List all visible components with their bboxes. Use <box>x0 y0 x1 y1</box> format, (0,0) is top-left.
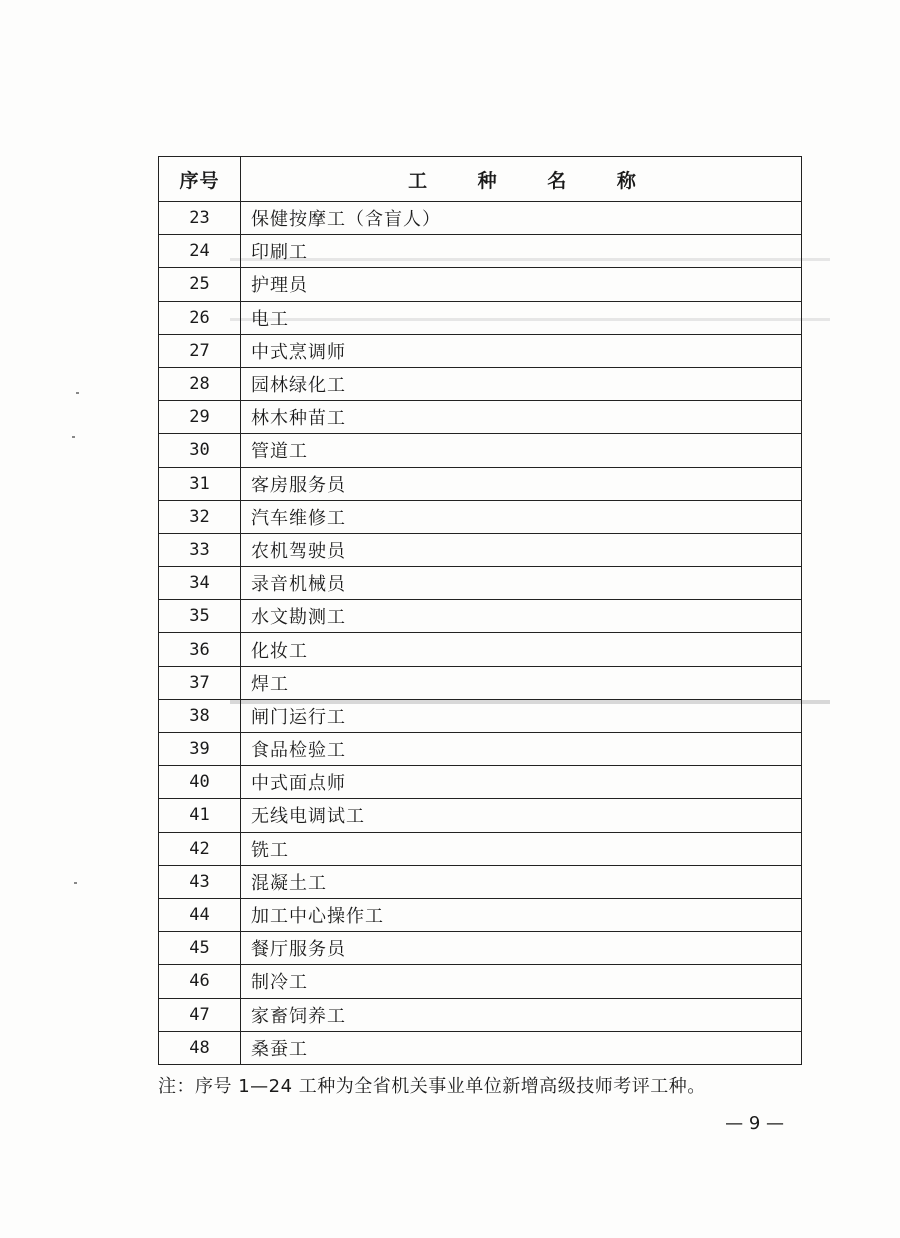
row-number: 32 <box>159 500 241 533</box>
table-header-row <box>159 157 802 202</box>
row-number: 40 <box>159 766 241 799</box>
job-name: 中式面点师 <box>241 766 802 799</box>
table-row <box>159 666 802 699</box>
table-row <box>159 467 802 500</box>
row-number: 35 <box>159 600 241 633</box>
table-row <box>159 633 802 666</box>
job-name: 中式烹调师 <box>241 334 802 367</box>
job-name: 录音机械员 <box>241 567 802 600</box>
job-name: 园林绿化工 <box>241 367 802 400</box>
table-row <box>159 367 802 400</box>
row-number: 30 <box>159 434 241 467</box>
job-name: 焊工 <box>241 666 802 699</box>
row-number: 44 <box>159 898 241 931</box>
row-number: 42 <box>159 832 241 865</box>
row-number: 34 <box>159 567 241 600</box>
row-number: 46 <box>159 965 241 998</box>
job-name: 水文勘测工 <box>241 600 802 633</box>
table-row <box>159 1031 802 1064</box>
table-row <box>159 799 802 832</box>
job-name: 闸门运行工 <box>241 699 802 732</box>
job-name: 林木种苗工 <box>241 401 802 434</box>
row-number: 48 <box>159 1031 241 1064</box>
table-row <box>159 600 802 633</box>
table-row <box>159 766 802 799</box>
row-number: 27 <box>159 334 241 367</box>
job-types-table <box>158 156 802 1065</box>
scan-speck <box>72 436 75 438</box>
job-name: 无线电调试工 <box>241 799 802 832</box>
table-row <box>159 865 802 898</box>
header-job-name: 工 种 名 称 <box>241 157 802 202</box>
job-name: 混凝土工 <box>241 865 802 898</box>
table-row <box>159 268 802 301</box>
table-footnote: 注：序号 1—24 工种为全省机关事业单位新增高级技师考评工种。 <box>158 1076 706 1097</box>
job-name: 家畜饲养工 <box>241 998 802 1031</box>
table-row <box>159 500 802 533</box>
job-name: 餐厅服务员 <box>241 932 802 965</box>
row-number: 25 <box>159 268 241 301</box>
row-number: 41 <box>159 799 241 832</box>
page-number: — 9 — <box>725 1113 784 1134</box>
header-number: 序号 <box>159 157 241 202</box>
table-row <box>159 567 802 600</box>
row-number: 36 <box>159 633 241 666</box>
row-number: 45 <box>159 932 241 965</box>
job-name: 食品检验工 <box>241 733 802 766</box>
table-row <box>159 434 802 467</box>
table-row <box>159 699 802 732</box>
job-name: 铣工 <box>241 832 802 865</box>
job-name: 桑蚕工 <box>241 1031 802 1064</box>
job-name: 化妆工 <box>241 633 802 666</box>
table-row <box>159 832 802 865</box>
row-number: 31 <box>159 467 241 500</box>
job-name: 制冷工 <box>241 965 802 998</box>
job-name: 农机驾驶员 <box>241 533 802 566</box>
job-name: 管道工 <box>241 434 802 467</box>
table-row <box>159 733 802 766</box>
row-number: 23 <box>159 202 241 235</box>
job-name: 电工 <box>241 301 802 334</box>
row-number: 24 <box>159 235 241 268</box>
row-number: 29 <box>159 401 241 434</box>
table-row <box>159 401 802 434</box>
table-row <box>159 202 802 235</box>
row-number: 26 <box>159 301 241 334</box>
job-name: 保健按摩工（含盲人） <box>241 202 802 235</box>
job-name: 加工中心操作工 <box>241 898 802 931</box>
row-number: 37 <box>159 666 241 699</box>
table-body <box>159 202 802 1065</box>
table-row <box>159 235 802 268</box>
row-number: 33 <box>159 533 241 566</box>
scan-speck <box>74 882 77 884</box>
row-number: 43 <box>159 865 241 898</box>
table-row <box>159 898 802 931</box>
table-row <box>159 998 802 1031</box>
row-number: 47 <box>159 998 241 1031</box>
row-number: 28 <box>159 367 241 400</box>
table-row <box>159 932 802 965</box>
job-name: 护理员 <box>241 268 802 301</box>
job-name: 客房服务员 <box>241 467 802 500</box>
row-number: 39 <box>159 733 241 766</box>
table-row <box>159 965 802 998</box>
job-name: 汽车维修工 <box>241 500 802 533</box>
table-row <box>159 301 802 334</box>
job-name: 印刷工 <box>241 235 802 268</box>
table-row <box>159 334 802 367</box>
scan-speck <box>76 392 79 394</box>
table-row <box>159 533 802 566</box>
row-number: 38 <box>159 699 241 732</box>
